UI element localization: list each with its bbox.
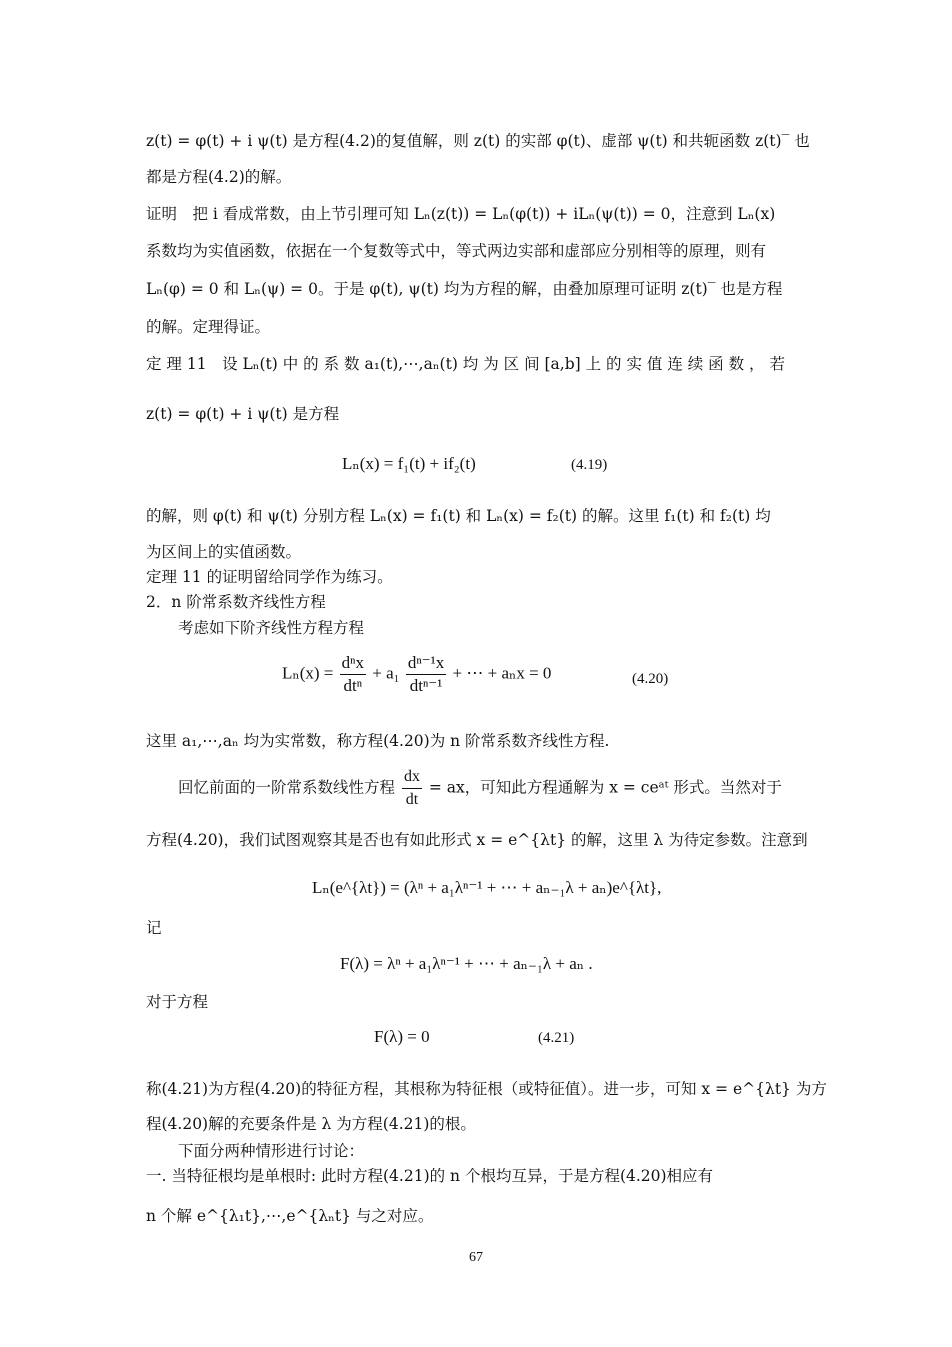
equation-term: + a₁ [372,663,400,683]
page-number: 67 [469,1250,483,1265]
text-fragment: 回忆前面的一阶常系数线性方程 [178,778,396,797]
equation-L-exponential: Lₙ(e^{λt}) = (λⁿ + a₁λⁿ⁻¹ + ⋯ + aₙ₋₁λ + aₙ)e^{λt}, [312,878,662,897]
equation-F-lambda: F(λ) = λⁿ + a₁λⁿ⁻¹ + ⋯ + aₙ₋₁λ + aₙ . [340,954,593,973]
text-line: Lₙ(φ) = 0 和 Lₙ(ψ) = 0。于是 φ(t), ψ(t) 均为方程的解，由叠加原理可证明 z(t)‾ 也是方程 [146,280,783,298]
fraction-denominator: dt [405,791,419,808]
text-line: 这里 a₁,⋯,aₙ 均为实常数，称方程(4.20)为 n 阶常系数齐线性方程. [146,732,610,750]
fraction-denominator: dtⁿ⁻¹ [409,676,443,695]
fraction [340,652,366,697]
equation-4-21: F(λ) = 0 [374,1027,430,1046]
fraction-numerator: dⁿx [340,652,366,675]
text-line: 一. 当特征根均是单根时: 此时方程(4.21)的 n 个根均互异，于是方程(4.20)相应有 [146,1167,714,1185]
text-line: z(t) = φ(t) + i ψ(t) 是方程 [146,405,340,423]
text-line: 系数均为实值函数，依据在一个复数等式中，等式两边实部和虚部应分别相等的原理，则有 [146,242,767,260]
text-line: n 个解 e^{λ₁t},⋯,e^{λₙt} 与之对应。 [146,1207,434,1225]
text-line [178,766,842,811]
equation-rhs: + ⋯ + aₙx = 0 [452,663,552,683]
theorem-11-line: 定 理 11 设 Lₙ(t) 中 的 系 数 a₁(t),⋯,aₙ(t) 均 为 区 间 [a,b] 上 的 实 值 连 续 函 数 ， 若 [146,355,785,373]
section-heading: 2．n 阶常系数齐线性方程 [146,593,326,611]
text-line: 程(4.20)解的充要条件是 λ 为方程(4.21)的根。 [146,1115,476,1133]
equation-4-20 [282,652,551,697]
text-line: 的解。定理得证。 [146,318,271,336]
equation-lhs: Lₙ(x) = [282,663,334,683]
text-line: 记 [146,919,162,937]
text-line: z(t) = φ(t) + i ψ(t) 是方程(4.2)的复值解，则 z(t) 的实部 φ(t)、虚部 ψ(t) 和共轭函数 z(t)‾ 也 [146,132,810,150]
text-line: 定理 11 的证明留给同学作为练习。 [146,568,393,586]
fraction-numerator: dx [402,766,422,789]
text-line: 考虑如下阶齐线性方程方程 [178,619,365,637]
text-line: 的解，则 φ(t) 和 ψ(t) 分别方程 Lₙ(x) = f₁(t) 和 Lₙ(x) = f₂(t) 的解。这里 f₁(t) 和 f₂(t) 均 [146,507,771,525]
equation-number-4-19: (4.19) [571,457,608,473]
text-line: 称(4.21)为方程(4.20)的特征方程，其根称为特征根（或特征值）。进一步，可知 x = e^{λt} 为方 [146,1080,827,1098]
equation-number-4-21: (4.21) [538,1030,575,1046]
equation-4-19: Lₙ(x) = f₁(t) + if₂(t) [342,454,476,473]
text-line: 为区间上的实值函数。 [146,543,302,561]
text-line: 都是方程(4.2)的解。 [146,168,292,186]
text-fragment: = ax，可知此方程通解为 x = ceᵃᵗ 形式。当然对于 [428,778,782,797]
text-line: 证明 把 i 看成常数，由上节引理可知 Lₙ(z(t)) = Lₙ(φ(t)) + iLₙ(ψ(t)) = 0，注意到 Lₙ(x) [146,205,776,223]
fraction-numerator: dⁿ⁻¹x [406,652,446,675]
text-line: 方程(4.20)，我们试图观察其是否也有如此形式 x = e^{λt} 的解，这里 λ 为待定参数。注意到 [146,831,808,849]
fraction [402,766,422,811]
equation-number-4-20: (4.20) [632,671,669,687]
text-line: 对于方程 [146,993,209,1011]
fraction-denominator: dtⁿ [343,676,363,695]
fraction [406,652,446,697]
text-line: 下面分两种情形进行讨论： [178,1142,365,1160]
